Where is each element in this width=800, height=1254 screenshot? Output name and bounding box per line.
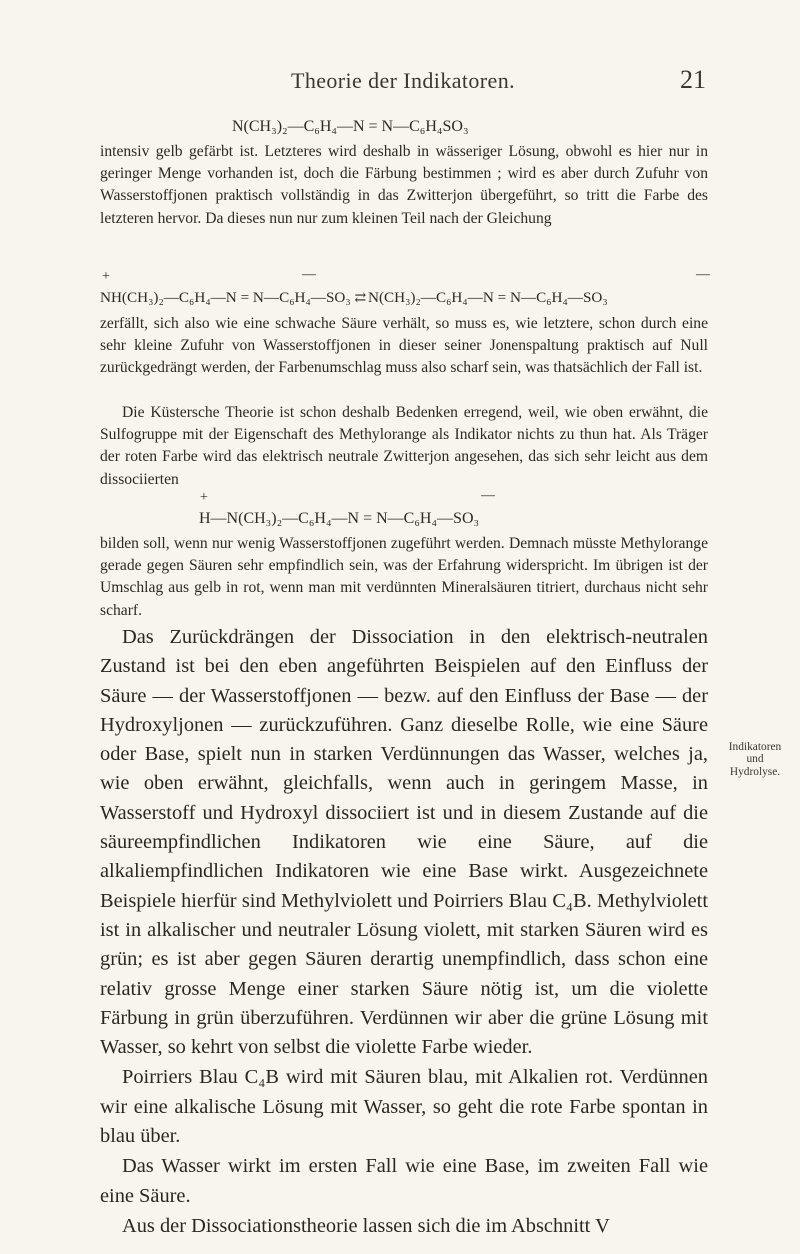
formula-methylorange-neutral: N(CH₃)₂—C₆H₄—N = N—C₆H₄SO₃ [232, 118, 469, 135]
running-header [100, 65, 706, 98]
paragraph-7-text: Das Wasser wirkt im ersten Fall wie eine Base, im zweiten Fall wie eine Säure. [100, 1155, 708, 1207]
paragraph-4 [100, 533, 708, 622]
formula-charge-minus: — [481, 488, 495, 503]
paragraph-3 [100, 402, 708, 491]
margin-note [712, 741, 798, 778]
paragraph-1-text: intensiv gelb gefärbt ist. Letzteres wird deshalb in wässeriger Lösung, obwohl es hier nur in geringer Menge vorhanden ist, doch die Färbung bestimmen ; wird es aber durch Zufuhr von Wasserstoffjonen praktisch vollständig in das Zwitterjon übergeführt, so tritt die Farbe des letzteren hervor. Da dieses nun nur zum kleinen Teil nach der Gleichung [100, 143, 708, 227]
formula-zwitterion-line: H—N(CH₃)₂—C₆H₄—N = N—C₆H₄—SO₃ [199, 510, 480, 527]
margin-note-line: und [746, 753, 764, 766]
equilibrium-arrows: ⇄ [354, 291, 365, 306]
formula-charge-minus: — [696, 267, 710, 282]
formula-equation-left: NH(CH₃)₂—C₆H₄—N = N—C₆H₄—SO₃ [100, 289, 351, 306]
paragraph-3-text: Die Küstersche Theorie ist schon deshalb Bedenken erregend, weil, wie oben erwähnt, die Sulfogruppe mit der Eigenschaft des Methylorange als Indikator nichts zu thun hat. Als Träger der roten Farbe wird das elektrisch neutrale Zwitterjon angesehen, das sich sehr leicht aus dem dissociierten [100, 404, 708, 488]
main-text [100, 623, 708, 1241]
page-number: 21 [680, 65, 706, 94]
paragraph-4-text: bilden soll, wenn nur wenig Wasserstoffjonen zugeführt werden. Demnach müsste Methylorange gerade gegen Säuren sehr empfindlich sein, was der Erfahrung widerspricht. Im übrigen ist der Umschlag aus gelb in rot, wenn man mit verdünnten Mineralsäuren titriert, durchaus nicht sehr scharf. [100, 535, 708, 619]
paragraph-5-text: Das Zurückdrängen der Dissociation in den elektrisch-neutralen Zustand ist bei den eben angeführten Beispielen auf den Einfluss der Säure — der Wasserstoffjonen — bezw. auf den Einfluss der Base — der Hydroxyljonen — zurückzuführen. Ganz dieselbe Rolle, wie eine Säure oder Base, spielt nun in starken Verdünnungen das Wasser, welches ja, wie oben erwähnt, gleichfalls, wenn auch in geringem Masse, in Wasserstoff und Hydroxyl dissociiert ist und in diesem Zustande auf die säureempfindlichen Indikatoren wie eine Säure, auf die alkaliempfindlichen Indikatoren wie eine Base wirkt. Ausgezeichnete Beispiele hierfür sind Methylviolett und Poirriers Blau C₄B. Methylviolett ist in alkalischer und neutraler Lösung violett, mit starken Säuren wird es grün; es ist aber gegen Säuren derartig unempfindlich, dass schon eine relativ grosse Menge einer starken Säure nötig ist, um die violette Färbung in grün überzuführen. Verdünnen wir aber die grüne Lösung mit Wasser, so kehrt von selbst die violette Farbe wieder. [100, 626, 708, 1059]
running-title: Theorie der Indikatoren. [290, 68, 515, 93]
formula-charge-plus: + [102, 269, 110, 284]
formula-charge-minus: — [302, 267, 316, 282]
margin-note-line: Indikatoren [728, 741, 782, 753]
paragraph-6-text: Poirriers Blau C₄B wird mit Säuren blau, mit Alkalien rot. Verdünnen wir eine alkalische Lösung mit Wasser, so geht die rote Farbe spontan in blau über. [100, 1066, 708, 1148]
paragraph-8-text: Aus der Dissociationstheorie lassen sich die im Abschnitt V [122, 1214, 610, 1237]
formula-equation-line [100, 289, 608, 307]
formula-equation-right: N(CH₃)₂—C₆H₄—N = N—C₆H₄—SO₃ [368, 289, 608, 306]
paragraph-2 [100, 313, 708, 380]
paragraph-2-text: zerfällt, sich also wie eine schwache Säure verhält, so muss es, wie letztere, schon durch eine sehr kleine Zufuhr von Wasserstoffjonen in dieser seiner Jonenspaltung praktisch auf Null zurückgedrängt werden, der Farbenumschlag muss also scharf sein, was thatsächlich der Fall ist. [100, 315, 708, 377]
paragraph-1 [100, 141, 708, 230]
formula-charge-plus: + [200, 490, 208, 505]
margin-note-line: Hydrolyse. [729, 765, 781, 778]
